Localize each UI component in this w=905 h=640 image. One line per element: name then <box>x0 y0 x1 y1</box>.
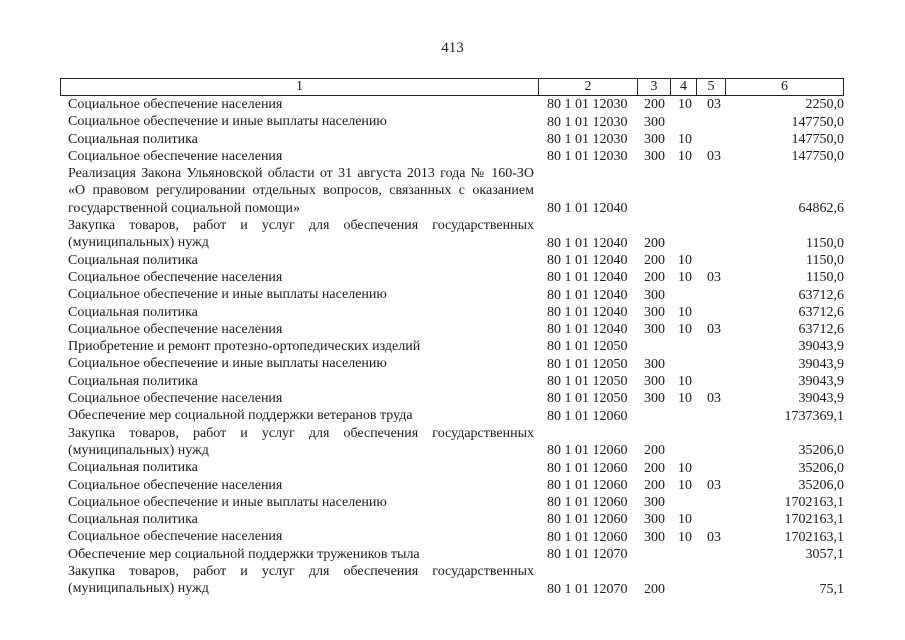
table-row <box>0 165 905 217</box>
row-name: Социальная политика <box>68 131 198 147</box>
row-code: 80 1 01 12040 <box>547 252 628 268</box>
row-col-3: 200 <box>644 235 665 251</box>
row-col-3: 300 <box>644 114 665 130</box>
row-name: Закупка товаров, работ и услуг для обеспечения государственных (муниципальных) нужд <box>68 564 534 597</box>
table-header <box>60 78 844 96</box>
row-value: 3057,1 <box>805 547 844 563</box>
row-name: Закупка товаров, работ и услуг для обеспечения государственных (муниципальных) нужд <box>68 425 534 458</box>
row-name: Социальная политика <box>68 373 198 389</box>
row-col-4: 10 <box>678 270 692 286</box>
row-name: Социальная политика <box>68 512 198 528</box>
row-value: 147750,0 <box>791 149 844 165</box>
row-col-3: 200 <box>644 97 665 113</box>
row-col-3: 300 <box>644 304 665 320</box>
table-row <box>0 217 905 252</box>
row-code: 80 1 01 12070 <box>547 581 628 597</box>
row-name: Социальная политика <box>68 304 198 320</box>
header-col-2: 2 <box>538 79 637 95</box>
row-value: 1737369,1 <box>784 408 844 424</box>
table-row <box>0 304 905 321</box>
row-name: Социальное обеспечение населения <box>68 477 283 493</box>
row-col-3: 200 <box>644 477 665 493</box>
row-name: Социальное обеспечение населения <box>68 97 283 112</box>
table-row <box>0 96 905 113</box>
row-col-4: 10 <box>678 374 692 390</box>
row-value: 35206,0 <box>798 460 844 476</box>
row-name: Социальное обеспечение населения <box>68 391 283 407</box>
row-name: Социальная политика <box>68 460 198 476</box>
table-row <box>0 425 905 460</box>
table-body <box>0 96 905 598</box>
row-value: 63712,6 <box>798 322 844 338</box>
row-name: Закупка товаров, работ и услуг для обеспечения государственных (муниципальных) нужд <box>68 218 534 251</box>
table-row <box>0 528 905 545</box>
row-col-3: 200 <box>644 443 665 459</box>
header-col-3: 3 <box>637 79 670 95</box>
row-code: 80 1 01 12040 <box>547 235 628 251</box>
row-code: 80 1 01 12040 <box>547 201 628 217</box>
row-code: 80 1 01 12060 <box>547 443 628 459</box>
header-col-4: 4 <box>670 79 696 95</box>
row-col-5: 03 <box>707 529 721 545</box>
row-name: Обеспечение мер социальной поддержки ветеранов труда <box>68 408 413 424</box>
row-name: Социальное обеспечение населения <box>68 148 283 164</box>
row-value: 39043,9 <box>798 391 844 407</box>
row-col-4: 10 <box>678 460 692 476</box>
row-name: Социальное обеспечение населения <box>68 269 283 285</box>
row-code: 80 1 01 12040 <box>547 287 628 303</box>
row-col-3: 300 <box>644 495 665 511</box>
row-code: 80 1 01 12050 <box>547 356 628 372</box>
header-col-5: 5 <box>696 79 725 95</box>
header-col-1: 1 <box>296 79 303 94</box>
row-col-4: 10 <box>678 97 692 113</box>
row-col-3: 200 <box>644 252 665 268</box>
row-code: 80 1 01 12060 <box>547 477 628 493</box>
row-col-4: 10 <box>678 304 692 320</box>
row-value: 39043,9 <box>798 374 844 390</box>
row-value: 1702163,1 <box>784 512 844 528</box>
row-code: 80 1 01 12060 <box>547 460 628 476</box>
row-name: Социальное обеспечение населения <box>68 529 283 545</box>
row-col-5: 03 <box>707 391 721 407</box>
row-value: 147750,0 <box>791 114 844 130</box>
table-row <box>0 563 905 598</box>
row-code: 80 1 01 12040 <box>547 270 628 286</box>
row-code: 80 1 01 12060 <box>547 512 628 528</box>
page-number: 413 <box>441 40 464 56</box>
header-col-6: 6 <box>725 79 843 95</box>
row-value: 1150,0 <box>806 252 844 268</box>
table-row <box>0 252 905 269</box>
table-row <box>0 494 905 511</box>
table-row <box>0 355 905 372</box>
row-col-3: 300 <box>644 149 665 165</box>
row-value: 63712,6 <box>798 287 844 303</box>
row-name: Обеспечение мер социальной поддержки тружеников тыла <box>68 546 420 562</box>
row-col-5: 03 <box>707 322 721 338</box>
row-name: Социальное обеспечение и иные выплаты населению <box>68 287 387 303</box>
table-row <box>0 546 905 563</box>
table-row <box>0 269 905 286</box>
row-col-3: 300 <box>644 131 665 147</box>
row-code: 80 1 01 12030 <box>547 149 628 165</box>
table-row <box>0 286 905 303</box>
row-code: 80 1 01 12030 <box>547 131 628 147</box>
row-code: 80 1 01 12060 <box>547 495 628 511</box>
row-value: 64862,6 <box>798 201 844 217</box>
row-code: 80 1 01 12070 <box>547 547 628 563</box>
table-row <box>0 338 905 355</box>
row-col-3: 200 <box>644 460 665 476</box>
row-col-3: 300 <box>644 356 665 372</box>
row-col-3: 300 <box>644 287 665 303</box>
row-code: 80 1 01 12040 <box>547 304 628 320</box>
row-value: 75,1 <box>819 581 844 597</box>
row-value: 35206,0 <box>798 443 844 459</box>
row-col-3: 300 <box>644 391 665 407</box>
row-code: 80 1 01 12050 <box>547 391 628 407</box>
row-code: 80 1 01 12030 <box>547 97 628 113</box>
row-code: 80 1 01 12060 <box>547 529 628 545</box>
row-col-5: 03 <box>707 477 721 493</box>
row-code: 80 1 01 12040 <box>547 322 628 338</box>
row-col-3: 300 <box>644 512 665 528</box>
row-name: Социальное обеспечение и иные выплаты населению <box>68 114 387 130</box>
row-value: 147750,0 <box>791 131 844 147</box>
row-code: 80 1 01 12050 <box>547 374 628 390</box>
row-col-4: 10 <box>678 512 692 528</box>
row-code: 80 1 01 12030 <box>547 114 628 130</box>
table-row <box>0 113 905 130</box>
row-col-4: 10 <box>678 529 692 545</box>
table-row <box>0 373 905 390</box>
row-name: Приобретение и ремонт протезно-ортопедических изделий <box>68 339 421 355</box>
row-col-3: 300 <box>644 529 665 545</box>
table-row <box>0 459 905 476</box>
row-name: Социальное обеспечение населения <box>68 321 283 337</box>
table-row <box>0 131 905 148</box>
row-col-4: 10 <box>678 322 692 338</box>
table-row <box>0 407 905 424</box>
row-col-4: 10 <box>678 149 692 165</box>
row-col-3: 300 <box>644 374 665 390</box>
row-col-4: 10 <box>678 477 692 493</box>
table-row <box>0 477 905 494</box>
table-row <box>0 390 905 407</box>
row-name: Реализация Закона Ульяновской области от 31 августа 2013 года № 160-ЗО «О правовом регулировании отдельных вопросов, связанных с оказанием государственной социальной помощи» <box>68 166 534 216</box>
row-col-5: 03 <box>707 97 721 113</box>
row-value: 39043,9 <box>798 356 844 372</box>
row-col-3: 200 <box>644 581 665 597</box>
row-code: 80 1 01 12050 <box>547 339 628 355</box>
row-col-5: 03 <box>707 270 721 286</box>
row-col-4: 10 <box>678 131 692 147</box>
row-value: 1702163,1 <box>784 495 844 511</box>
row-name: Социальная политика <box>68 252 198 268</box>
row-value: 35206,0 <box>798 477 844 493</box>
row-value: 2250,0 <box>805 97 844 113</box>
row-col-4: 10 <box>678 252 692 268</box>
row-name: Социальное обеспечение и иные выплаты населению <box>68 356 387 372</box>
row-value: 1150,0 <box>806 235 844 251</box>
table-row <box>0 511 905 528</box>
row-col-3: 300 <box>644 322 665 338</box>
row-value: 1150,0 <box>806 270 844 286</box>
row-col-5: 03 <box>707 149 721 165</box>
row-value: 1702163,1 <box>784 529 844 545</box>
table-row <box>0 148 905 165</box>
table-row <box>0 321 905 338</box>
row-col-3: 200 <box>644 270 665 286</box>
row-name: Социальное обеспечение и иные выплаты населению <box>68 494 387 510</box>
row-col-4: 10 <box>678 391 692 407</box>
row-value: 39043,9 <box>798 339 844 355</box>
row-value: 63712,6 <box>798 304 844 320</box>
row-code: 80 1 01 12060 <box>547 408 628 424</box>
